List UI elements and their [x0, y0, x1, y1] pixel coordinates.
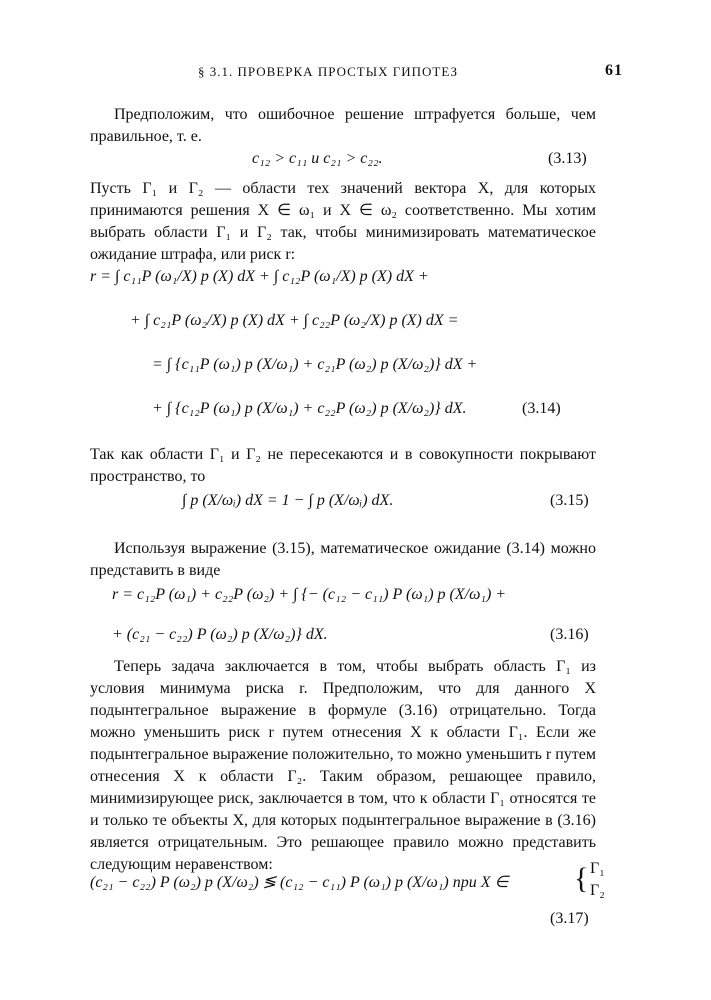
paragraph-4: Используя выражение (3.15), математическое ожидание (3.14) можно представить в виде — [90, 540, 596, 579]
equation-3-17-number: (3.17) — [550, 910, 589, 927]
equation-3-14-line-2: + ∫ c₂₁P (ω₂/X) p (X) dX + ∫ c₂₂P (ω₂/X) p (X) dX = — [130, 312, 459, 329]
equation-3-14-number: (3.14) — [522, 400, 561, 417]
equation-3-16-line-1: r = c₁₂P (ω₁) + c₂₂P (ω₂) + ∫ {− (c₁₂ − c₁₁) P (ω₁) p (X/ω₁) + — [112, 586, 507, 603]
paragraph-3: Так как области Γ₁ и Γ₂ не пересекаются и в совокупности покрывают пространство, то — [90, 446, 596, 485]
equation-3-16-number: (3.16) — [550, 626, 589, 643]
paragraph-2: Пусть Γ₁ и Γ₂ — области тех значений вектора X, для которых принимаются решения X ∈ ω₁ и X ∈ ω₂ соответственно. Мы хотим выбрать области Γ₁ и Γ₂ так, чтобы минимизировать математическое ожидание штрафа, или риск r: — [90, 180, 596, 263]
equation-3-14-line-3: = ∫ {c₁₁P (ω₁) p (X/ω₁) + c₂₁P (ω₂) p (X/ω₂)} dX + — [152, 356, 478, 373]
equation-3-15-number: (3.15) — [550, 492, 589, 509]
cases-brace: { — [574, 862, 589, 895]
paragraph-5: Теперь задача заключается в том, чтобы выбрать область Γ₁ из условия минимума риска r. Предположим, что для данного X подынтегральное выражение в формуле (3.16) отрицательно. Тогда можно уменьшить риск r путем отнесения X к области Γ₁. Если же подынтегральное выражение положительно, то можно уменьшить r путем отнесения X к области Γ₂. Таким образом, решающее правило, минимизирующее риск, заключается в том, что к области Γ₁ относятся те и только те объекты X, для которых подынтегральное выражение в (3.16) является отрицательным. Это решающее правило можно представить следующим неравенством: — [90, 658, 597, 873]
page-number: 61 — [605, 62, 623, 79]
equation-3-13: c₁₂ > c₁₁ и c₂₁ > c₂₂. — [252, 150, 383, 167]
equation-3-16-line-2: + (c₂₁ − c₂₂) P (ω₂) p (X/ω₂)} dX. — [112, 626, 328, 643]
equation-3-13-number: (3.13) — [548, 150, 587, 167]
equation-3-14-line-4: + ∫ {c₁₂P (ω₁) p (X/ω₁) + c₂₂P (ω₂) p (X/ω₂)} dX. — [152, 400, 467, 417]
section-title: § 3.1. ПРОВЕРКА ПРОСТЫХ ГИПОТЕЗ — [198, 64, 458, 79]
equation-3-17: (c₂₁ − c₂₂) P (ω₂) p (X/ω₂) ≶ (c₁₂ − c₁₁) P (ω₁) p (X/ω₁) при X ∈ — [90, 874, 509, 891]
equation-3-14-line-1: r = ∫ c₁₁P (ω₁/X) p (X) dX + ∫ c₁₂P (ω₁/X) p (X) dX + — [90, 268, 429, 285]
equation-3-17-case-1: Γ₁ — [590, 860, 605, 877]
equation-3-15: ∫ p (X/ωᵢ) dX = 1 − ∫ p (X/ωᵢ) dX. — [182, 492, 394, 509]
equation-3-17-case-2: Γ₂ — [590, 882, 605, 899]
paragraph-1: Предположим, что ошибочное решение штрафуется больше, чем правильное, т. е. — [90, 106, 596, 145]
